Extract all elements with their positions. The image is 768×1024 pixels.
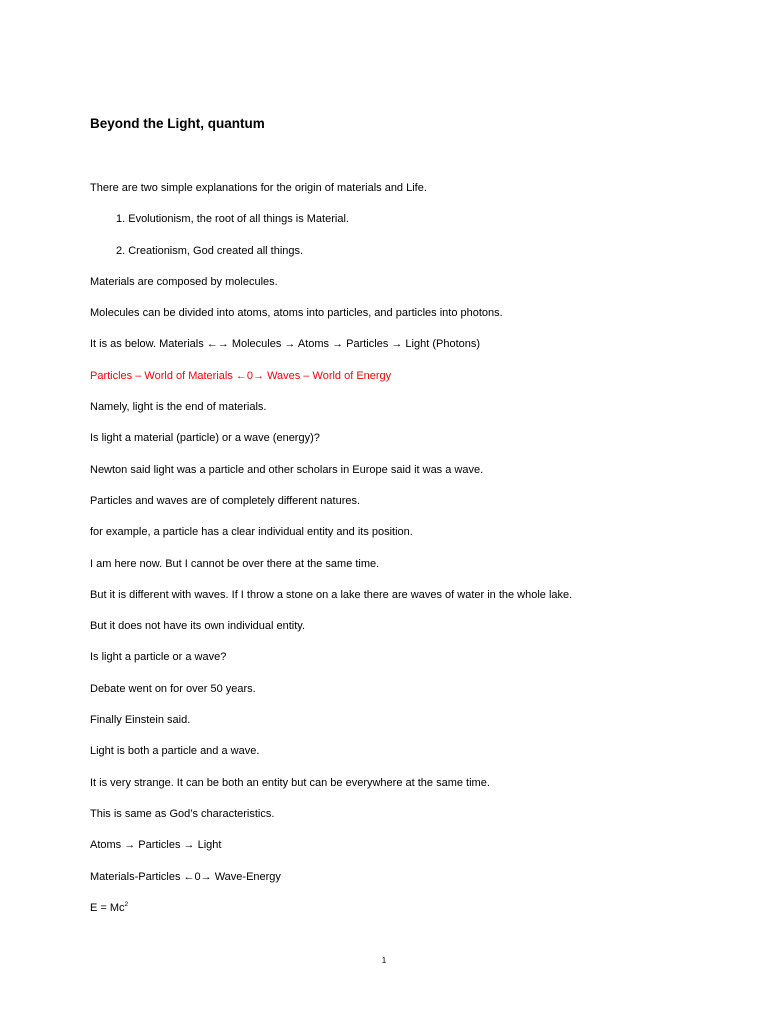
highlighted-paragraph: Particles – World of Materials ←0→ Waves – World of Energy	[90, 369, 392, 382]
paragraph: But it does not have its own individual entity.	[90, 620, 306, 633]
document-body	[90, 181, 710, 932]
paragraph: It is as below. Materials ←→ Molecules → Atoms → Particles → Light (Photons)	[90, 338, 481, 351]
paragraph: Is light a particle or a wave?	[90, 651, 227, 664]
paragraph: Namely, light is the end of materials.	[90, 401, 267, 414]
paragraph: I am here now. But I cannot be over there at the same time.	[90, 557, 380, 570]
paragraph: It is very strange. It can be both an entity but can be everywhere at the same time.	[90, 776, 490, 789]
paragraph: Light is both a particle and a wave.	[90, 745, 260, 758]
paragraph: Materials-Particles ←0→ Wave-Energy	[90, 870, 281, 883]
formula-exponent: 2	[124, 900, 129, 908]
paragraph: Debate went on for over 50 years.	[90, 682, 256, 695]
paragraph: Particles and waves are of completely different natures.	[90, 494, 361, 507]
document-title: Beyond the Light, quantum	[90, 116, 265, 131]
paragraph: Is light a material (particle) or a wave (energy)?	[90, 432, 320, 445]
paragraph: Materials are composed by molecules.	[90, 275, 278, 288]
paragraph: But it is different with waves. If I throw a stone on a lake there are waves of water in the whole lake.	[90, 588, 573, 601]
paragraph: Atoms → Particles → Light	[90, 839, 222, 852]
formula	[90, 901, 710, 916]
paragraph: There are two simple explanations for the origin of materials and Life.	[90, 182, 427, 194]
paragraph: for example, a particle has a clear individual entity and its position.	[90, 526, 413, 539]
list-item-creationism: 2. Creationism, God created all things.	[116, 244, 304, 257]
page-number: 1	[381, 956, 387, 965]
list-item-evolutionism: 1. Evolutionism, the root of all things is Material.	[116, 213, 349, 226]
paragraph: Newton said light was a particle and other scholars in Europe said it was a wave.	[90, 463, 484, 476]
paragraph: Molecules can be divided into atoms, atoms into particles, and particles into photons.	[90, 307, 503, 320]
paragraph: This is same as God’s characteristics.	[90, 807, 275, 820]
formula-base: E = Mc	[90, 901, 125, 914]
paragraph: Finally Einstein said.	[90, 714, 191, 727]
